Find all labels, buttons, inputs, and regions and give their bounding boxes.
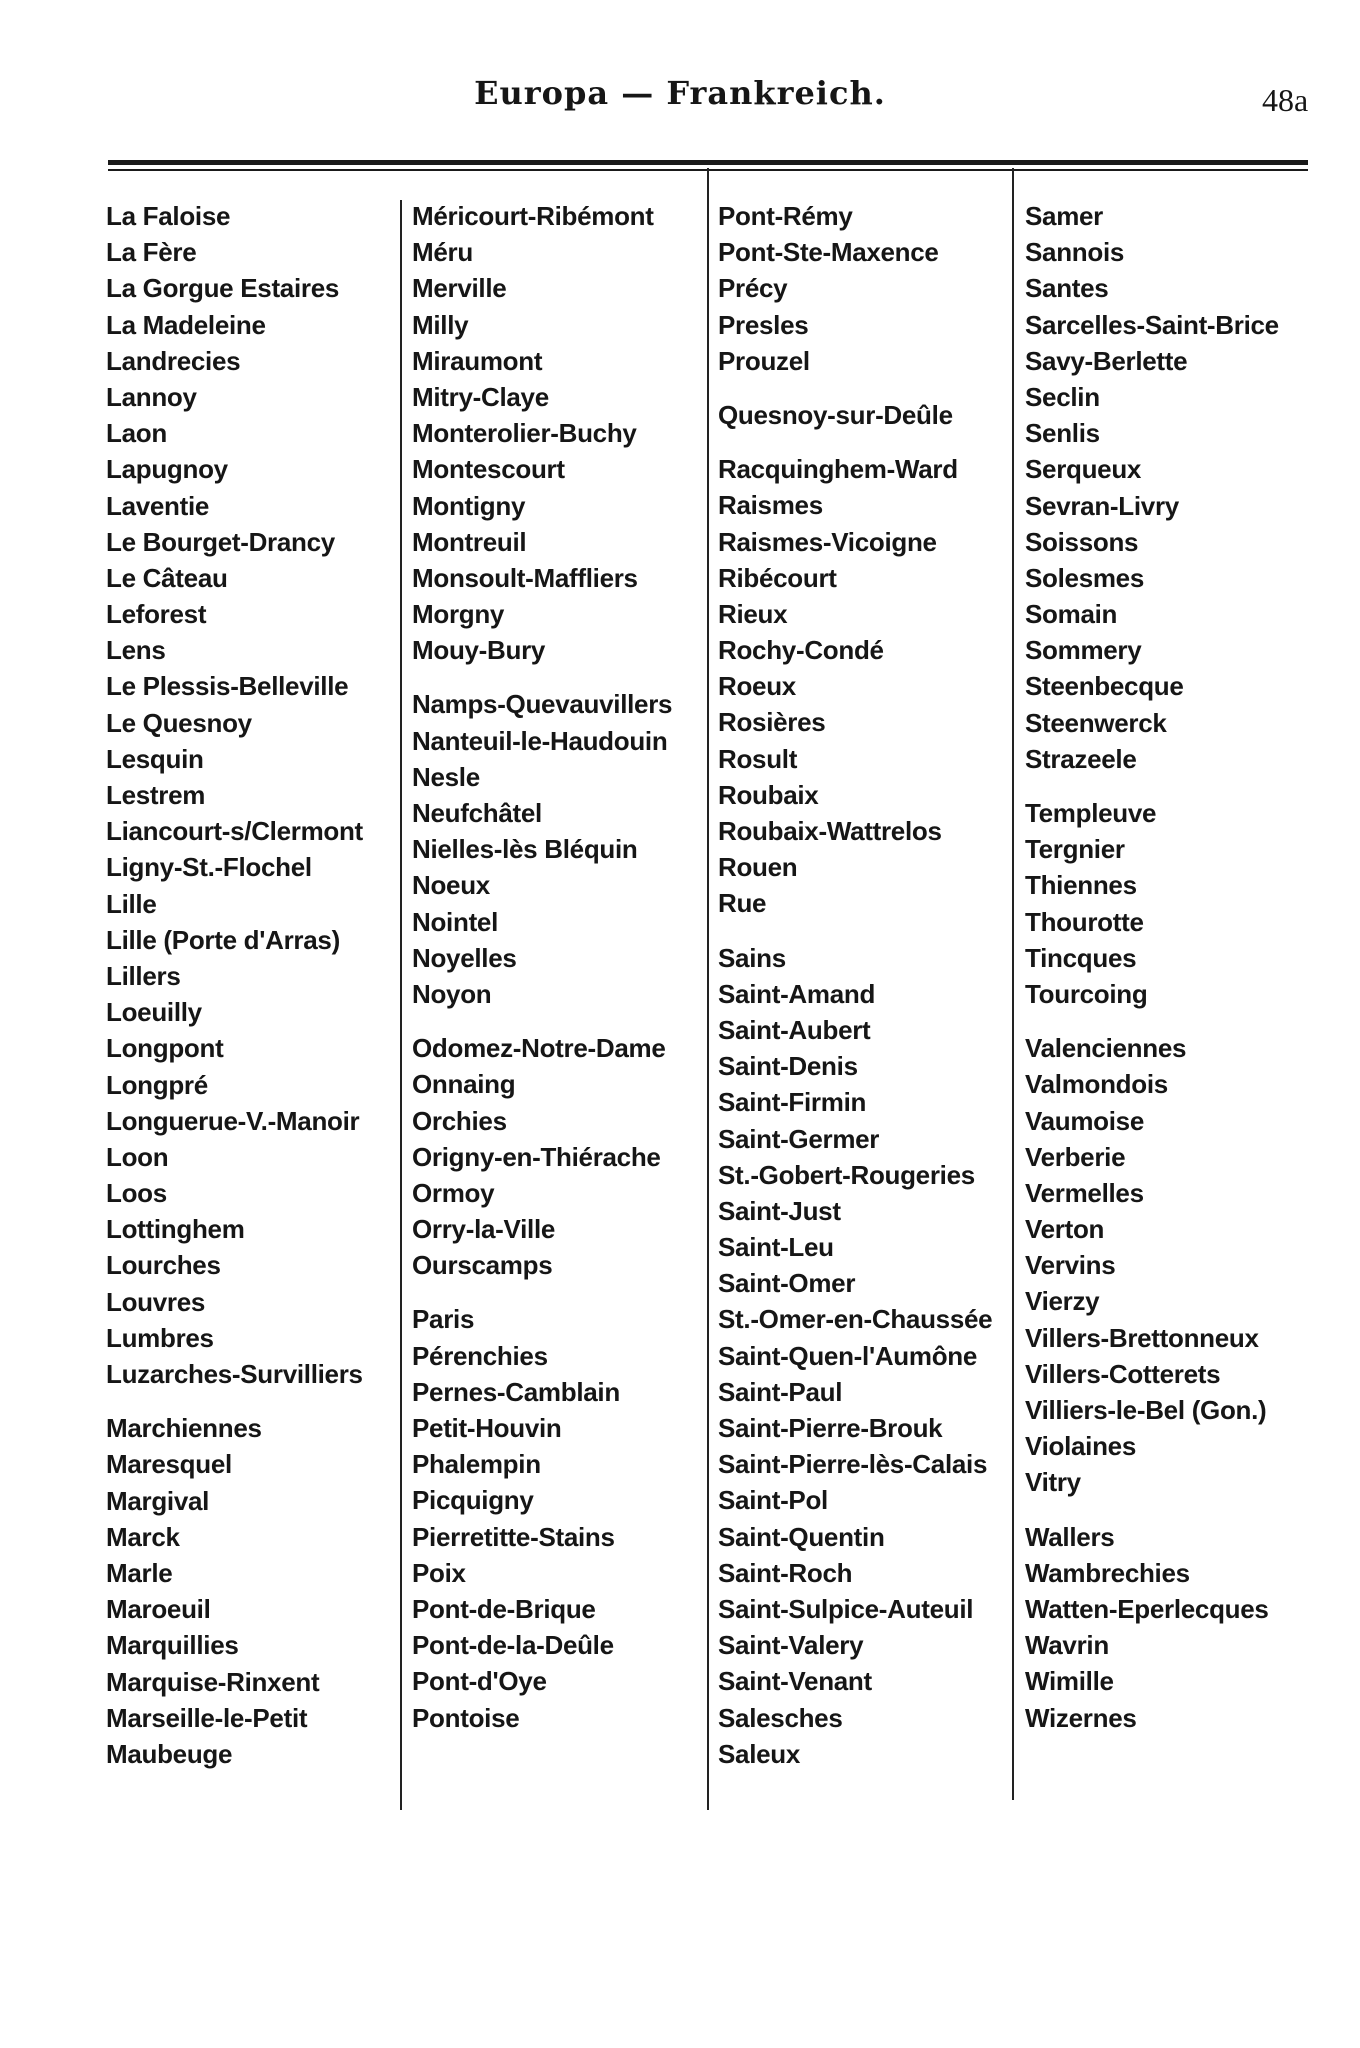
station-entry: Villers-Cotterets xyxy=(1025,1358,1221,1389)
station-entry: Pierretitte-Stains xyxy=(412,1521,615,1552)
station-entry: Lesquin xyxy=(106,743,204,774)
station-entry: Roeux xyxy=(718,671,796,702)
station-entry: Sarcelles-Saint-Brice xyxy=(1025,309,1279,340)
station-entry: Mouy-Bury xyxy=(412,635,546,666)
station-entry: Lourches xyxy=(106,1250,221,1281)
station-entry: Vaumoise xyxy=(1025,1105,1144,1136)
station-entry: Lillers xyxy=(106,960,181,991)
station-entry: Méricourt-Ribémont xyxy=(412,201,654,231)
station-entry: Méru xyxy=(412,237,473,268)
station-entry: Phalempin xyxy=(412,1449,541,1480)
station-entry: Tourcoing xyxy=(1025,978,1148,1009)
station-entry: Montreuil xyxy=(412,526,527,557)
station-entry: Verton xyxy=(1025,1214,1105,1245)
station-entry: Nointel xyxy=(412,906,499,937)
station-entry: Strazeele xyxy=(1025,743,1137,774)
station-entry: Rosières xyxy=(718,707,826,738)
station-entry: Noyon xyxy=(412,978,492,1009)
page-number: 48a xyxy=(1262,82,1309,118)
station-entry: Maroeuil xyxy=(106,1594,211,1625)
station-entry: Salesches xyxy=(718,1702,843,1733)
station-column-1 xyxy=(106,198,406,1772)
station-entry: Lottinghem xyxy=(106,1214,245,1245)
station-entry: Lapugnoy xyxy=(106,454,228,485)
station-entry: Marquillies xyxy=(106,1630,239,1661)
station-entry: Lille xyxy=(106,888,157,919)
station-entry: Saint-Pierre-Brouk xyxy=(718,1413,943,1443)
station-entry: Origny-en-Thiérache xyxy=(412,1141,661,1172)
station-entry: Loos xyxy=(106,1178,167,1209)
station-entry: Savy-Berlette xyxy=(1025,345,1188,376)
station-entry: Longpré xyxy=(106,1069,208,1100)
station-entry: Nesle xyxy=(412,761,480,792)
group-gap xyxy=(718,379,1018,397)
station-entry: Roubaix-Wattrelos xyxy=(718,816,942,846)
station-entry: Paris xyxy=(412,1304,475,1335)
station-entry: Pontoise xyxy=(412,1702,520,1733)
station-entry: Saint-Quentin xyxy=(718,1521,885,1552)
station-entry: Pérenchies xyxy=(412,1340,548,1371)
station-entry: Prouzel xyxy=(718,345,810,376)
station-entry: La Gorgue Estaires xyxy=(106,273,340,304)
station-entry: Leforest xyxy=(106,599,207,630)
station-entry: St.-Gobert-Rougeries xyxy=(718,1159,975,1190)
group-gap xyxy=(412,1012,712,1030)
station-entry: Saint-Sulpice-Auteuil xyxy=(718,1593,974,1624)
station-entry: Sommery xyxy=(1025,635,1142,666)
station-entry: Pernes-Camblain xyxy=(412,1376,620,1407)
station-entry: Odomez-Notre-Dame xyxy=(412,1033,666,1064)
station-entry: Le Plessis-Belleville xyxy=(106,671,349,702)
group-gap xyxy=(1025,777,1325,795)
station-entry: La Madeleine xyxy=(106,309,266,340)
station-entry: Pont-d'Oye xyxy=(412,1666,547,1697)
station-entry: Rosult xyxy=(718,743,798,774)
station-entry: Saint-Paul xyxy=(718,1376,843,1407)
station-entry: Monsoult-Maffliers xyxy=(412,562,638,593)
station-entry: Saint-Just xyxy=(718,1195,841,1226)
station-entry: Orry-la-Ville xyxy=(412,1214,556,1245)
station-entry: Loon xyxy=(106,1141,169,1172)
station-entry: Villiers-le-Bel (Gon.) xyxy=(1025,1395,1267,1425)
station-entry: Raismes xyxy=(718,490,823,521)
station-entry: Saint-Pierre-lès-Calais xyxy=(718,1449,988,1480)
station-entry: Saint-Aubert xyxy=(718,1014,871,1045)
station-entry: Neufchâtel xyxy=(412,798,542,828)
station-entry: Rue xyxy=(718,888,767,919)
station-entry: Pont-de-Brique xyxy=(412,1593,596,1624)
station-entry: Soissons xyxy=(1025,526,1139,557)
station-entry: Tincques xyxy=(1025,942,1137,973)
station-entry: Laon xyxy=(106,418,167,449)
station-entry: Longuerue-V.-Manoir xyxy=(106,1105,360,1136)
station-entry: Vitry xyxy=(1025,1467,1081,1498)
station-entry: Saint-Amand xyxy=(718,978,876,1009)
station-entry: Marle xyxy=(106,1557,173,1588)
station-entry: Maresquel xyxy=(106,1449,232,1480)
group-gap xyxy=(718,433,1018,451)
station-entry: Montescourt xyxy=(412,454,565,485)
station-entry: Presles xyxy=(718,309,809,340)
station-entry: Louvres xyxy=(106,1286,206,1317)
station-entry: Steenwerck xyxy=(1025,707,1167,738)
station-entry: Verberie xyxy=(1025,1141,1126,1172)
station-entry: Marchiennes xyxy=(106,1413,262,1444)
station-column-3 xyxy=(718,198,1018,1772)
station-entry: Landrecies xyxy=(106,345,241,376)
station-entry: Nanteuil-le-Haudouin xyxy=(412,725,668,756)
station-column-4 xyxy=(1025,198,1325,1736)
station-entry: Maubeuge xyxy=(106,1738,233,1769)
station-entry: Marck xyxy=(106,1521,180,1552)
station-entry: Onnaing xyxy=(412,1069,516,1100)
station-entry: Lannoy xyxy=(106,381,197,412)
station-entry: Steenbecque xyxy=(1025,671,1184,702)
station-entry: Wallers xyxy=(1025,1521,1115,1552)
group-gap xyxy=(718,922,1018,940)
station-entry: Saint-Omer xyxy=(718,1268,856,1299)
station-entry: Le Quesnoy xyxy=(106,707,252,738)
station-entry: Longpont xyxy=(106,1033,224,1064)
station-entry: Seclin xyxy=(1025,381,1100,412)
station-entry: Ormoy xyxy=(412,1177,495,1208)
station-entry: Saint-Leu xyxy=(718,1232,834,1263)
station-entry: Wavrin xyxy=(1025,1630,1109,1661)
station-entry: Villers-Brettonneux xyxy=(1025,1322,1259,1353)
station-entry: Quesnoy-sur-Deûle xyxy=(718,399,953,430)
station-entry: Vermelles xyxy=(1025,1177,1144,1208)
station-entry: Saint-Firmin xyxy=(718,1087,867,1118)
group-gap xyxy=(412,1283,712,1301)
station-entry: Pont-Ste-Maxence xyxy=(718,237,939,268)
station-entry: Miraumont xyxy=(412,345,543,376)
header-rule-thick xyxy=(108,160,1308,165)
station-entry: Poix xyxy=(412,1557,466,1588)
station-entry: Petit-Houvin xyxy=(412,1413,562,1443)
station-entry: Merville xyxy=(412,273,507,304)
station-entry: Monterolier-Buchy xyxy=(412,418,637,449)
station-entry: Vierzy xyxy=(1025,1286,1100,1317)
station-entry: Ligny-St.-Flochel xyxy=(106,852,312,883)
station-entry: Morgny xyxy=(412,599,505,630)
station-entry: Margival xyxy=(106,1485,210,1516)
station-entry: Valmondois xyxy=(1025,1069,1168,1100)
station-entry: La Fère xyxy=(106,237,197,268)
station-entry: Sevran-Livry xyxy=(1025,490,1179,521)
station-entry: Samer xyxy=(1025,201,1103,231)
station-entry: Wizernes xyxy=(1025,1702,1137,1733)
station-entry: Saint-Quen-l'Aumône xyxy=(718,1340,978,1371)
station-entry: Serqueux xyxy=(1025,454,1142,485)
station-entry: Laventie xyxy=(106,490,210,521)
station-entry: Liancourt-s/Clermont xyxy=(106,816,363,847)
station-entry: Nielles-lès Bléquin xyxy=(412,834,638,865)
station-entry: Le Bourget-Drancy xyxy=(106,526,335,557)
group-gap xyxy=(1025,1501,1325,1519)
station-entry: Sannois xyxy=(1025,237,1125,268)
station-entry: Précy xyxy=(718,273,788,304)
station-entry: Saint-Roch xyxy=(718,1557,853,1588)
station-entry: Watten-Eperlecques xyxy=(1025,1593,1269,1624)
group-gap xyxy=(106,1392,406,1410)
station-entry: Pont-de-la-Deûle xyxy=(412,1630,614,1661)
station-entry: Wimille xyxy=(1025,1666,1114,1697)
station-entry: Mitry-Claye xyxy=(412,381,549,412)
group-gap xyxy=(1025,1012,1325,1030)
station-entry: Marquise-Rinxent xyxy=(106,1666,320,1697)
station-entry: Tergnier xyxy=(1025,834,1125,865)
station-entry: Marseille-le-Petit xyxy=(106,1702,308,1733)
station-entry: Roubaix xyxy=(718,779,819,810)
station-entry: Pont-Rémy xyxy=(718,201,853,231)
station-entry: Namps-Quevauvillers xyxy=(412,689,673,720)
station-entry: Raismes-Vicoigne xyxy=(718,526,937,557)
station-entry: Lille (Porte d'Arras) xyxy=(106,924,340,955)
station-entry: Rochy-Condé xyxy=(718,635,884,666)
station-entry: Saint-Valery xyxy=(718,1630,864,1661)
station-entry: Rieux xyxy=(718,598,788,629)
station-entry: Thiennes xyxy=(1025,870,1137,901)
station-entry: Somain xyxy=(1025,599,1118,630)
station-entry: St.-Omer-en-Chaussée xyxy=(718,1304,993,1335)
station-entry: Valenciennes xyxy=(1025,1033,1187,1064)
station-entry: Saint-Pol xyxy=(718,1485,828,1516)
station-entry: Le Câteau xyxy=(106,562,228,593)
station-entry: Noeux xyxy=(412,870,490,901)
station-entry: Senlis xyxy=(1025,418,1100,449)
station-entry: Violaines xyxy=(1025,1431,1136,1462)
station-entry: La Faloise xyxy=(106,201,231,231)
page-title: Europa — Frankreich. xyxy=(474,74,886,112)
station-entry: Wambrechies xyxy=(1025,1557,1190,1588)
station-entry: Milly xyxy=(412,309,469,340)
station-entry: Loeuilly xyxy=(106,997,202,1028)
station-column-2 xyxy=(412,198,712,1736)
station-entry: Thourotte xyxy=(1025,906,1144,937)
station-entry: Templeuve xyxy=(1025,798,1157,828)
station-entry: Noyelles xyxy=(412,942,517,973)
station-entry: Racquinghem-Ward xyxy=(718,454,958,485)
station-entry: Sains xyxy=(718,942,786,973)
station-entry: Montigny xyxy=(412,490,526,521)
station-entry: Ourscamps xyxy=(412,1250,553,1281)
station-entry: Saleux xyxy=(718,1738,801,1769)
group-gap xyxy=(412,668,712,686)
station-entry: Saint-Venant xyxy=(718,1666,872,1697)
station-entry: Saint-Denis xyxy=(718,1051,858,1082)
station-entry: Lestrem xyxy=(106,780,206,810)
station-entry: Picquigny xyxy=(412,1485,534,1516)
station-entry: Lumbres xyxy=(106,1322,214,1353)
station-entry: Lens xyxy=(106,635,166,666)
station-entry: Luzarches-Survilliers xyxy=(106,1359,363,1389)
station-entry: Rouen xyxy=(718,852,798,883)
station-entry: Santes xyxy=(1025,273,1109,304)
station-entry: Orchies xyxy=(412,1105,507,1136)
station-entry: Ribécourt xyxy=(718,562,837,593)
station-entry: Saint-Germer xyxy=(718,1123,880,1154)
station-entry: Vervins xyxy=(1025,1250,1116,1281)
station-entry: Solesmes xyxy=(1025,562,1145,593)
